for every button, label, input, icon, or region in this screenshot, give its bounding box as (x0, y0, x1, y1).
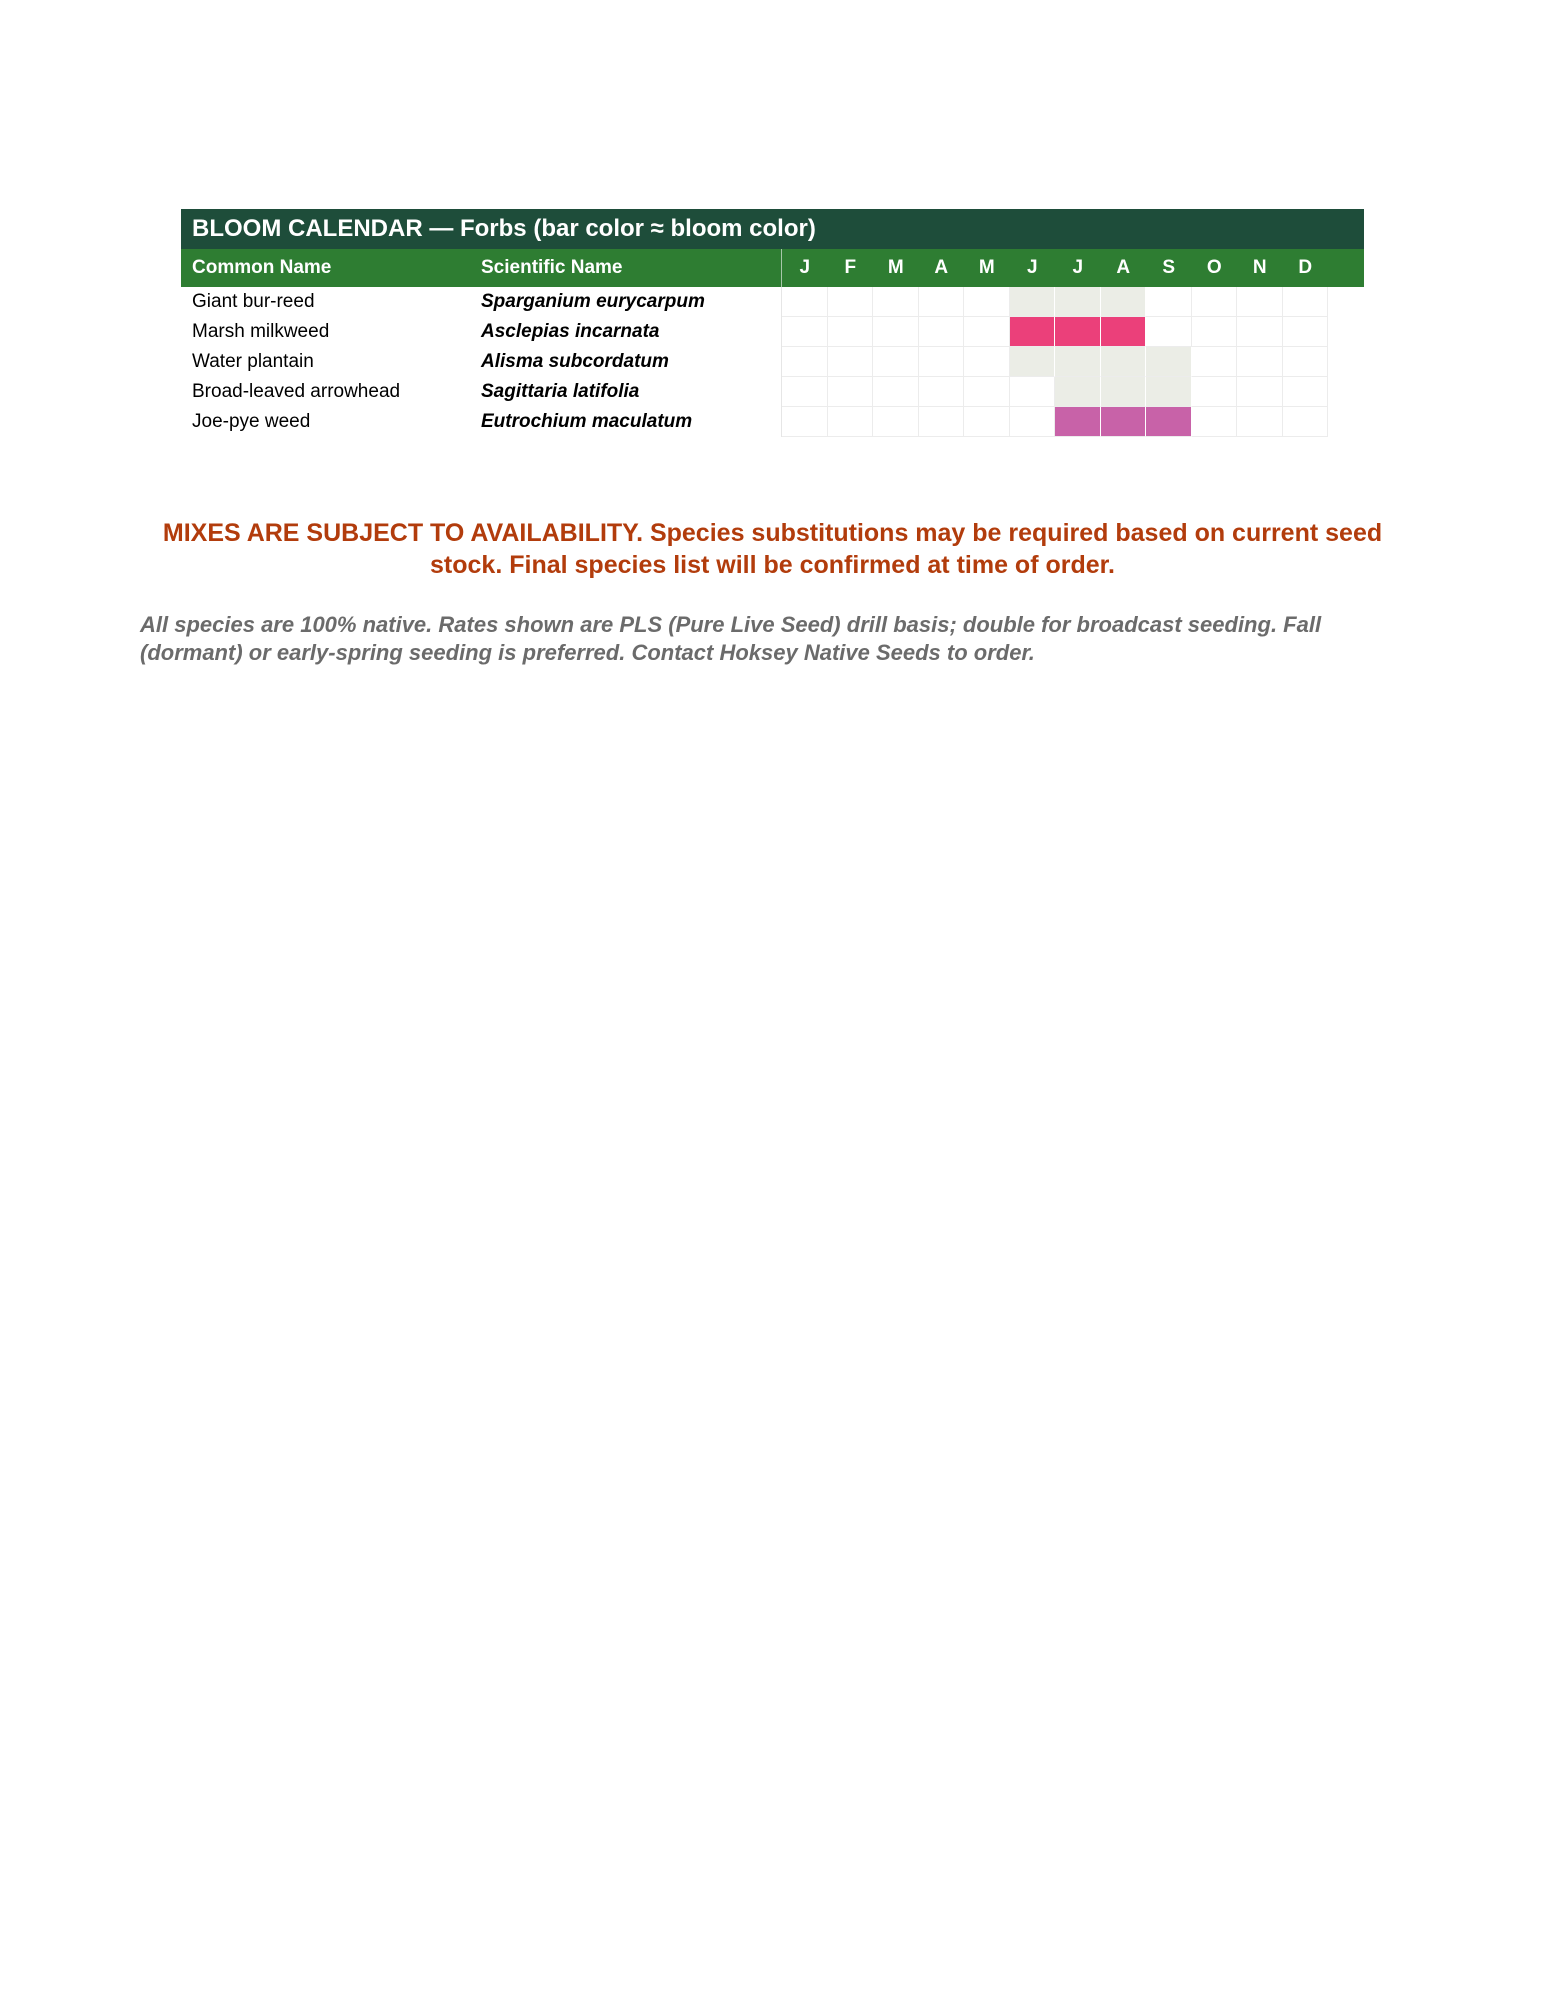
month-header: D (1298, 257, 1313, 278)
month-cell (873, 377, 919, 407)
month-cell (782, 377, 828, 407)
bloom-months (781, 287, 1328, 317)
scientific-name-cell: Sparganium eurycarpum (481, 291, 705, 312)
month-cell (873, 347, 919, 377)
month-cell (964, 287, 1010, 317)
bloom-bar-cell (1055, 377, 1101, 407)
common-name-cell: Joe-pye weed (192, 411, 311, 432)
month-header: O (1206, 257, 1222, 278)
month-cell (828, 347, 874, 377)
common-name-cell: Broad-leaved arrowhead (192, 381, 401, 402)
month-cell (1237, 347, 1283, 377)
bloom-bar-cell (1055, 317, 1101, 347)
month-header: A (1116, 257, 1131, 278)
month-cell (1283, 377, 1329, 407)
month-cell (1010, 377, 1056, 407)
bloom-months (781, 347, 1328, 377)
table-row (181, 287, 1364, 317)
month-cell (1192, 347, 1238, 377)
bloom-months (781, 377, 1328, 407)
month-cell (919, 347, 965, 377)
month-cell (828, 377, 874, 407)
bloom-bar-cell (1010, 317, 1056, 347)
month-cell (1283, 287, 1329, 317)
table-row (181, 347, 1364, 377)
month-cell (919, 377, 965, 407)
month-cell (1283, 347, 1329, 377)
month-cell (964, 377, 1010, 407)
month-cell (782, 317, 828, 347)
calendar-title: BLOOM CALENDAR — Forbs (bar color ≈ bloom color) (181, 209, 1364, 249)
month-cell (964, 317, 1010, 347)
calendar-rows (181, 287, 1364, 437)
month-cell (828, 287, 874, 317)
month-cell (782, 347, 828, 377)
month-cell (919, 407, 965, 437)
bloom-months (781, 407, 1328, 437)
common-name-header: Common Name (192, 257, 332, 278)
month-header: M (978, 257, 995, 278)
bloom-bar-cell (1101, 317, 1147, 347)
month-header: M (887, 257, 904, 278)
month-cell (782, 407, 828, 437)
month-cell (828, 407, 874, 437)
month-cell (1192, 377, 1238, 407)
bloom-bar-cell (1101, 407, 1147, 437)
month-cell (964, 347, 1010, 377)
bloom-months (781, 317, 1328, 347)
bloom-bar-cell (1055, 407, 1101, 437)
month-header: J (1026, 257, 1038, 278)
month-cell (1237, 407, 1283, 437)
month-header: S (1162, 257, 1176, 278)
bloom-bar-cell (1055, 347, 1101, 377)
month-cell (1283, 407, 1329, 437)
bloom-bar-cell (1010, 347, 1056, 377)
table-row (181, 317, 1364, 347)
month-cell (1237, 317, 1283, 347)
month-cell (964, 407, 1010, 437)
month-cell (873, 407, 919, 437)
bloom-bar-cell (1146, 407, 1192, 437)
month-cell (1192, 317, 1238, 347)
scientific-name-cell: Asclepias incarnata (481, 321, 660, 342)
month-header: J (1072, 257, 1084, 278)
bloom-bar-cell (1101, 347, 1147, 377)
month-cell (782, 287, 828, 317)
bloom-bar-cell (1010, 287, 1056, 317)
month-cell (873, 317, 919, 347)
month-headers (781, 249, 1328, 287)
common-name-cell: Water plantain (192, 351, 314, 372)
calendar-header-row (181, 249, 1364, 287)
availability-notice: MIXES ARE SUBJECT TO AVAILABILITY. Species substitutions may be required based on current seed stock. Final species list will be confirmed at time of order. (162, 519, 1383, 579)
scientific-name-cell: Alisma subcordatum (481, 351, 669, 372)
month-cell (1192, 287, 1238, 317)
common-name-cell: Giant bur-reed (192, 291, 315, 312)
seeding-footnote: All species are 100% native. Rates shown are PLS (Pure Live Seed) drill basis; double for broadcast seeding. Fall (dormant) or early-spring seeding is preferred. Contact Hoksey Native Seeds to order. (140, 612, 1322, 665)
bloom-bar-cell (1055, 287, 1101, 317)
scientific-name-cell: Eutrochium maculatum (481, 411, 693, 432)
month-cell (919, 317, 965, 347)
bloom-bar-cell (1101, 287, 1147, 317)
month-cell (1192, 407, 1238, 437)
month-cell (1010, 407, 1056, 437)
month-cell (1146, 287, 1192, 317)
month-header: F (844, 257, 857, 278)
month-cell (1283, 317, 1329, 347)
table-row (181, 377, 1364, 407)
month-cell (1146, 317, 1192, 347)
month-cell (873, 287, 919, 317)
month-header: A (934, 257, 949, 278)
bloom-bar-cell (1146, 347, 1192, 377)
scientific-name-header: Scientific Name (481, 257, 623, 278)
month-cell (828, 317, 874, 347)
scientific-name-cell: Sagittaria latifolia (481, 381, 640, 402)
table-row (181, 407, 1364, 437)
month-cell (919, 287, 965, 317)
bloom-bar-cell (1146, 377, 1192, 407)
month-cell (1237, 377, 1283, 407)
common-name-cell: Marsh milkweed (192, 321, 330, 342)
month-header: J (799, 257, 811, 278)
bloom-calendar (181, 209, 1364, 437)
bloom-bar-cell (1101, 377, 1147, 407)
month-header: N (1252, 257, 1267, 278)
month-cell (1237, 287, 1283, 317)
